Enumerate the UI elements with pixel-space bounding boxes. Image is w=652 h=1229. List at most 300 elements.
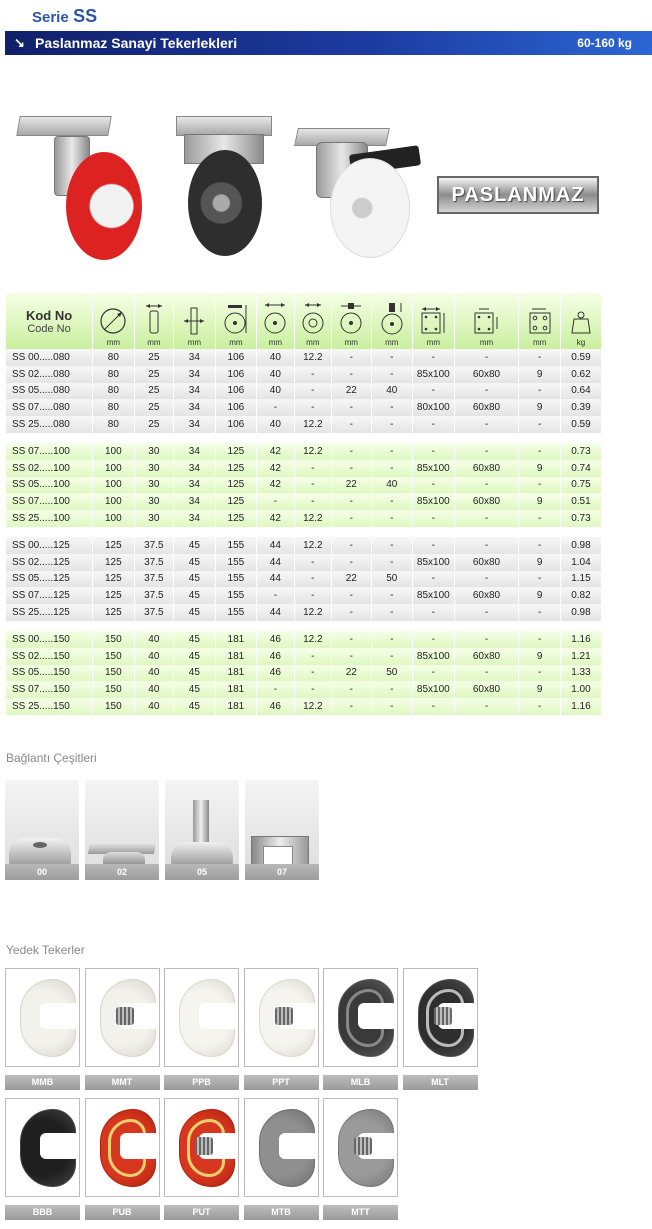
- value-cell: 0.51: [560, 493, 601, 510]
- spare-wheel-label: MMB: [5, 1075, 80, 1090]
- value-cell: 125: [93, 554, 135, 571]
- value-cell: -: [371, 493, 413, 510]
- value-cell: 1.33: [560, 665, 601, 682]
- table-row: [6, 443, 602, 460]
- hub-length-icon: [181, 302, 207, 336]
- value-cell: 12.2: [294, 604, 331, 621]
- value-cell: 1.21: [560, 648, 601, 665]
- value-cell: 12.2: [294, 698, 331, 715]
- table-row: [6, 554, 602, 571]
- load-range: 60-160 kg: [577, 36, 632, 50]
- code-cell: SS 02.....080: [6, 366, 93, 383]
- value-cell: 37.5: [134, 571, 173, 588]
- table-row: [6, 648, 602, 665]
- unit-label: mm: [479, 338, 494, 347]
- value-cell: 25: [134, 349, 173, 366]
- col-height: [215, 293, 257, 349]
- value-cell: 80x100: [413, 399, 455, 416]
- value-cell: -: [294, 648, 331, 665]
- value-cell: 125: [215, 493, 257, 510]
- value-cell: 60x80: [454, 648, 519, 665]
- value-cell: 0.62: [560, 366, 601, 383]
- value-cell: -: [332, 587, 371, 604]
- value-cell: 12.2: [294, 510, 331, 527]
- spare-wheel-label: PUB: [85, 1205, 160, 1220]
- value-cell: 0.59: [560, 349, 601, 366]
- value-cell: 45: [174, 698, 216, 715]
- value-cell: 25: [134, 383, 173, 400]
- value-cell: -: [413, 698, 455, 715]
- value-cell: 25: [134, 399, 173, 416]
- value-cell: 1.15: [560, 571, 601, 588]
- connection-thumb-07[interactable]: [245, 780, 319, 880]
- value-cell: 42: [257, 510, 294, 527]
- value-cell: 0.39: [560, 399, 601, 416]
- table-row: [6, 416, 602, 433]
- value-cell: 9: [519, 587, 561, 604]
- spare-wheel-image: [244, 1098, 319, 1197]
- value-cell: 30: [134, 510, 173, 527]
- value-cell: 125: [93, 537, 135, 554]
- value-cell: 106: [215, 399, 257, 416]
- kod-label: Kod No: [25, 307, 73, 323]
- value-cell: 50: [371, 571, 413, 588]
- kod-header: [6, 293, 93, 349]
- value-cell: -: [294, 665, 331, 682]
- code-cell: SS 05.....100: [6, 477, 93, 494]
- height-icon: [222, 302, 250, 336]
- value-cell: -: [371, 698, 413, 715]
- value-cell: 25: [134, 366, 173, 383]
- unit-label: mm: [426, 338, 440, 347]
- thread-icon: [378, 302, 406, 336]
- value-cell: -: [413, 416, 455, 433]
- value-cell: 40: [134, 665, 173, 682]
- value-cell: -: [332, 681, 371, 698]
- spare-wheel-label: MLT: [403, 1075, 478, 1090]
- value-cell: 100: [93, 493, 135, 510]
- col-stem: [332, 293, 371, 349]
- value-cell: -: [413, 665, 455, 682]
- spare-wheel-mlt[interactable]: [403, 968, 478, 1087]
- table-row: [6, 477, 602, 494]
- code-cell: SS 02.....125: [6, 554, 93, 571]
- spare-wheel-ppb[interactable]: [164, 968, 239, 1087]
- value-cell: 85x100: [413, 366, 455, 383]
- value-cell: 45: [174, 631, 216, 648]
- paslanmaz-brand-plate: PASLANMAZ: [437, 176, 599, 214]
- value-cell: -: [371, 366, 413, 383]
- unit-label: mm: [306, 338, 320, 347]
- connection-thumb-00[interactable]: [5, 780, 79, 880]
- spare-wheel-image: [164, 1098, 239, 1197]
- value-cell: -: [519, 443, 561, 460]
- unit-label: mm: [187, 338, 202, 347]
- code-cell: SS 00.....125: [6, 537, 93, 554]
- spare-wheel-mtb[interactable]: [244, 1098, 319, 1217]
- connection-label: 05: [165, 864, 239, 880]
- value-cell: -: [257, 681, 294, 698]
- value-cell: 155: [215, 571, 257, 588]
- value-cell: 45: [174, 648, 216, 665]
- value-cell: 34: [174, 460, 216, 477]
- col-diameter: [93, 293, 135, 349]
- connection-label: 07: [245, 864, 319, 880]
- value-cell: -: [332, 537, 371, 554]
- value-cell: 85x100: [413, 648, 455, 665]
- value-cell: -: [519, 477, 561, 494]
- value-cell: -: [519, 665, 561, 682]
- value-cell: -: [294, 681, 331, 698]
- value-cell: 42: [257, 460, 294, 477]
- value-cell: 34: [174, 443, 216, 460]
- value-cell: -: [519, 416, 561, 433]
- value-cell: 22: [332, 383, 371, 400]
- bolt-hole-spacing-icon: [471, 306, 501, 336]
- value-cell: -: [332, 366, 371, 383]
- value-cell: 125: [93, 587, 135, 604]
- value-cell: 45: [174, 681, 216, 698]
- value-cell: 150: [93, 698, 135, 715]
- value-cell: 50: [371, 665, 413, 682]
- spec-table-body: [6, 349, 602, 715]
- value-cell: -: [413, 537, 455, 554]
- value-cell: 44: [257, 571, 294, 588]
- value-cell: -: [371, 587, 413, 604]
- value-cell: -: [519, 698, 561, 715]
- value-cell: 0.73: [560, 443, 601, 460]
- table-row: [6, 399, 602, 416]
- col-weight: [560, 293, 601, 349]
- value-cell: -: [332, 698, 371, 715]
- value-cell: 44: [257, 537, 294, 554]
- value-cell: -: [519, 604, 561, 621]
- value-cell: 40: [257, 366, 294, 383]
- value-cell: 34: [174, 383, 216, 400]
- value-cell: -: [332, 631, 371, 648]
- value-cell: -: [332, 416, 371, 433]
- col-bolt-spacing: [454, 293, 519, 349]
- value-cell: -: [413, 477, 455, 494]
- col-width: [134, 293, 173, 349]
- value-cell: -: [371, 443, 413, 460]
- serie-code: SS: [73, 6, 98, 26]
- spare-wheel-image: [85, 968, 160, 1067]
- spare-wheel-label: PUT: [164, 1205, 239, 1220]
- value-cell: 25: [134, 416, 173, 433]
- value-cell: -: [519, 571, 561, 588]
- value-cell: -: [454, 571, 519, 588]
- value-cell: 85x100: [413, 554, 455, 571]
- value-cell: 60x80: [454, 493, 519, 510]
- value-cell: -: [413, 604, 455, 621]
- value-cell: 12.2: [294, 631, 331, 648]
- spare-wheel-mmb[interactable]: [5, 968, 80, 1087]
- col-bolt-hole: [519, 293, 561, 349]
- value-cell: 42: [257, 477, 294, 494]
- value-cell: -: [332, 443, 371, 460]
- spare-wheel-label: MLB: [323, 1075, 398, 1090]
- value-cell: -: [371, 416, 413, 433]
- value-cell: 125: [93, 571, 135, 588]
- value-cell: 80: [93, 383, 135, 400]
- table-row: [6, 698, 602, 715]
- arrow-icon: ↘: [14, 35, 25, 50]
- spare-wheel-mlb[interactable]: [323, 968, 398, 1087]
- plate-size-icon: [418, 306, 448, 336]
- value-cell: 85x100: [413, 587, 455, 604]
- value-cell: 22: [332, 665, 371, 682]
- value-cell: 30: [134, 460, 173, 477]
- spare-wheel-label: PPB: [164, 1075, 239, 1090]
- spec-table: [5, 293, 601, 715]
- value-cell: -: [413, 383, 455, 400]
- value-cell: -: [294, 366, 331, 383]
- value-cell: 1.16: [560, 698, 601, 715]
- value-cell: -: [454, 443, 519, 460]
- value-cell: -: [454, 631, 519, 648]
- value-cell: 46: [257, 665, 294, 682]
- col-swivel-radius: [294, 293, 331, 349]
- value-cell: 12.2: [294, 416, 331, 433]
- value-cell: -: [371, 510, 413, 527]
- value-cell: 9: [519, 366, 561, 383]
- value-cell: 0.75: [560, 477, 601, 494]
- value-cell: 34: [174, 477, 216, 494]
- value-cell: 45: [174, 554, 216, 571]
- value-cell: 34: [174, 510, 216, 527]
- code-cell: SS 07.....100: [6, 443, 93, 460]
- value-cell: 40: [371, 477, 413, 494]
- swivel-caster-red-image: [14, 116, 154, 256]
- code-cell: SS 02.....100: [6, 460, 93, 477]
- value-cell: 12.2: [294, 443, 331, 460]
- unit-label: mm: [385, 338, 399, 347]
- value-cell: -: [332, 399, 371, 416]
- value-cell: 100: [93, 443, 135, 460]
- value-cell: 1.04: [560, 554, 601, 571]
- spare-wheel-ppt[interactable]: [244, 968, 319, 1087]
- value-cell: 9: [519, 493, 561, 510]
- stem-icon: [337, 302, 365, 336]
- code-cell: SS 00.....080: [6, 349, 93, 366]
- value-cell: 85x100: [413, 460, 455, 477]
- weight-icon: [569, 308, 593, 336]
- value-cell: 80: [93, 366, 135, 383]
- table-row: [6, 587, 602, 604]
- value-cell: 106: [215, 416, 257, 433]
- value-cell: -: [519, 537, 561, 554]
- value-cell: -: [371, 604, 413, 621]
- value-cell: 0.74: [560, 460, 601, 477]
- value-cell: 125: [93, 604, 135, 621]
- spare-wheel-mmt[interactable]: [85, 968, 160, 1087]
- value-cell: 40: [371, 383, 413, 400]
- value-cell: 37.5: [134, 587, 173, 604]
- group-spacer: [6, 621, 602, 631]
- value-cell: 155: [215, 587, 257, 604]
- value-cell: -: [371, 349, 413, 366]
- value-cell: 34: [174, 349, 216, 366]
- value-cell: 80: [93, 399, 135, 416]
- table-row: [6, 631, 602, 648]
- spare-wheel-label: MTB: [244, 1205, 319, 1220]
- value-cell: 100: [93, 460, 135, 477]
- value-cell: 0.98: [560, 537, 601, 554]
- value-cell: 0.73: [560, 510, 601, 527]
- value-cell: 37.5: [134, 604, 173, 621]
- value-cell: -: [371, 537, 413, 554]
- value-cell: -: [294, 383, 331, 400]
- spare-wheel-label: PPT: [244, 1075, 319, 1090]
- value-cell: 40: [257, 416, 294, 433]
- value-cell: -: [257, 493, 294, 510]
- spare-wheel-put[interactable]: [164, 1098, 239, 1217]
- spare-wheel-label: MMT: [85, 1075, 160, 1090]
- spare-wheel-label: MTT: [323, 1205, 398, 1220]
- spare-wheel-mtt[interactable]: [323, 1098, 398, 1217]
- value-cell: 125: [215, 443, 257, 460]
- page-title: Paslanmaz Sanayi Tekerlekleri: [35, 35, 238, 51]
- table-row: [6, 681, 602, 698]
- value-cell: -: [332, 493, 371, 510]
- value-cell: 181: [215, 681, 257, 698]
- value-cell: -: [371, 554, 413, 571]
- value-cell: 150: [93, 681, 135, 698]
- value-cell: 34: [174, 366, 216, 383]
- value-cell: 106: [215, 366, 257, 383]
- value-cell: 30: [134, 443, 173, 460]
- unit-label: mm: [229, 338, 243, 347]
- value-cell: -: [332, 604, 371, 621]
- value-cell: -: [519, 631, 561, 648]
- value-cell: 9: [519, 681, 561, 698]
- value-cell: -: [519, 510, 561, 527]
- spare-wheel-image: [5, 968, 80, 1067]
- table-row: [6, 537, 602, 554]
- unit-label: mm: [268, 338, 283, 347]
- width-icon: [141, 302, 167, 336]
- value-cell: -: [294, 587, 331, 604]
- spec-header-row: [6, 293, 602, 349]
- value-cell: -: [332, 460, 371, 477]
- value-cell: -: [413, 631, 455, 648]
- offset-icon: [261, 302, 289, 336]
- value-cell: -: [294, 554, 331, 571]
- code-cell: SS 25.....080: [6, 416, 93, 433]
- connection-thumb-02[interactable]: [85, 780, 159, 880]
- code-cell: SS 25.....150: [6, 698, 93, 715]
- braked-caster-white-image: [296, 128, 426, 258]
- value-cell: 125: [215, 510, 257, 527]
- value-cell: -: [454, 416, 519, 433]
- value-cell: 155: [215, 537, 257, 554]
- table-row: [6, 510, 602, 527]
- value-cell: 150: [93, 631, 135, 648]
- spare-wheel-pub[interactable]: [85, 1098, 160, 1217]
- value-cell: -: [294, 477, 331, 494]
- col-hub-length: [174, 293, 216, 349]
- spare-wheel-image: [403, 968, 478, 1067]
- value-cell: -: [454, 383, 519, 400]
- value-cell: 12.2: [294, 537, 331, 554]
- code-cell: SS 25.....125: [6, 604, 93, 621]
- value-cell: -: [332, 510, 371, 527]
- value-cell: 40: [257, 383, 294, 400]
- table-row: [6, 571, 602, 588]
- table-row: [6, 604, 602, 621]
- value-cell: 45: [174, 604, 216, 621]
- code-cell: SS 00.....150: [6, 631, 93, 648]
- value-cell: -: [332, 648, 371, 665]
- value-cell: -: [454, 537, 519, 554]
- connection-thumb-05[interactable]: [165, 780, 239, 880]
- table-row: [6, 366, 602, 383]
- spare-wheel-image: [5, 1098, 80, 1197]
- spare-wheel-bbb[interactable]: [5, 1098, 80, 1217]
- value-cell: 0.64: [560, 383, 601, 400]
- value-cell: 22: [332, 571, 371, 588]
- value-cell: 0.98: [560, 604, 601, 621]
- value-cell: 1.16: [560, 631, 601, 648]
- value-cell: 80: [93, 416, 135, 433]
- spare-wheel-image: [323, 1098, 398, 1197]
- value-cell: 181: [215, 698, 257, 715]
- value-cell: 34: [174, 399, 216, 416]
- value-cell: 46: [257, 648, 294, 665]
- spare-wheel-image: [244, 968, 319, 1067]
- value-cell: -: [454, 698, 519, 715]
- value-cell: 40: [257, 349, 294, 366]
- value-cell: -: [371, 460, 413, 477]
- value-cell: 37.5: [134, 554, 173, 571]
- value-cell: 45: [174, 571, 216, 588]
- value-cell: 45: [174, 587, 216, 604]
- value-cell: 60x80: [454, 554, 519, 571]
- value-cell: -: [413, 510, 455, 527]
- group-spacer: [6, 433, 602, 443]
- fixed-caster-black-image: [172, 116, 282, 256]
- spare-wheel-image: [323, 968, 398, 1067]
- unit-label: kg: [576, 338, 586, 347]
- value-cell: 60x80: [454, 399, 519, 416]
- value-cell: 100: [93, 477, 135, 494]
- value-cell: -: [454, 510, 519, 527]
- value-cell: 34: [174, 493, 216, 510]
- value-cell: 60x80: [454, 681, 519, 698]
- value-cell: 125: [215, 460, 257, 477]
- value-cell: 0.59: [560, 416, 601, 433]
- value-cell: -: [371, 648, 413, 665]
- value-cell: 46: [257, 698, 294, 715]
- value-cell: -: [332, 554, 371, 571]
- value-cell: -: [371, 681, 413, 698]
- value-cell: 60x80: [454, 460, 519, 477]
- value-cell: -: [454, 604, 519, 621]
- serie-prefix: Serie: [32, 9, 69, 26]
- value-cell: -: [413, 443, 455, 460]
- value-cell: 150: [93, 648, 135, 665]
- value-cell: -: [371, 631, 413, 648]
- value-cell: 40: [134, 698, 173, 715]
- value-cell: -: [332, 349, 371, 366]
- value-cell: -: [413, 571, 455, 588]
- table-row: [6, 460, 602, 477]
- value-cell: 37.5: [134, 537, 173, 554]
- unit-label: mm: [147, 338, 161, 347]
- value-cell: -: [454, 665, 519, 682]
- code-cell: SS 07.....125: [6, 587, 93, 604]
